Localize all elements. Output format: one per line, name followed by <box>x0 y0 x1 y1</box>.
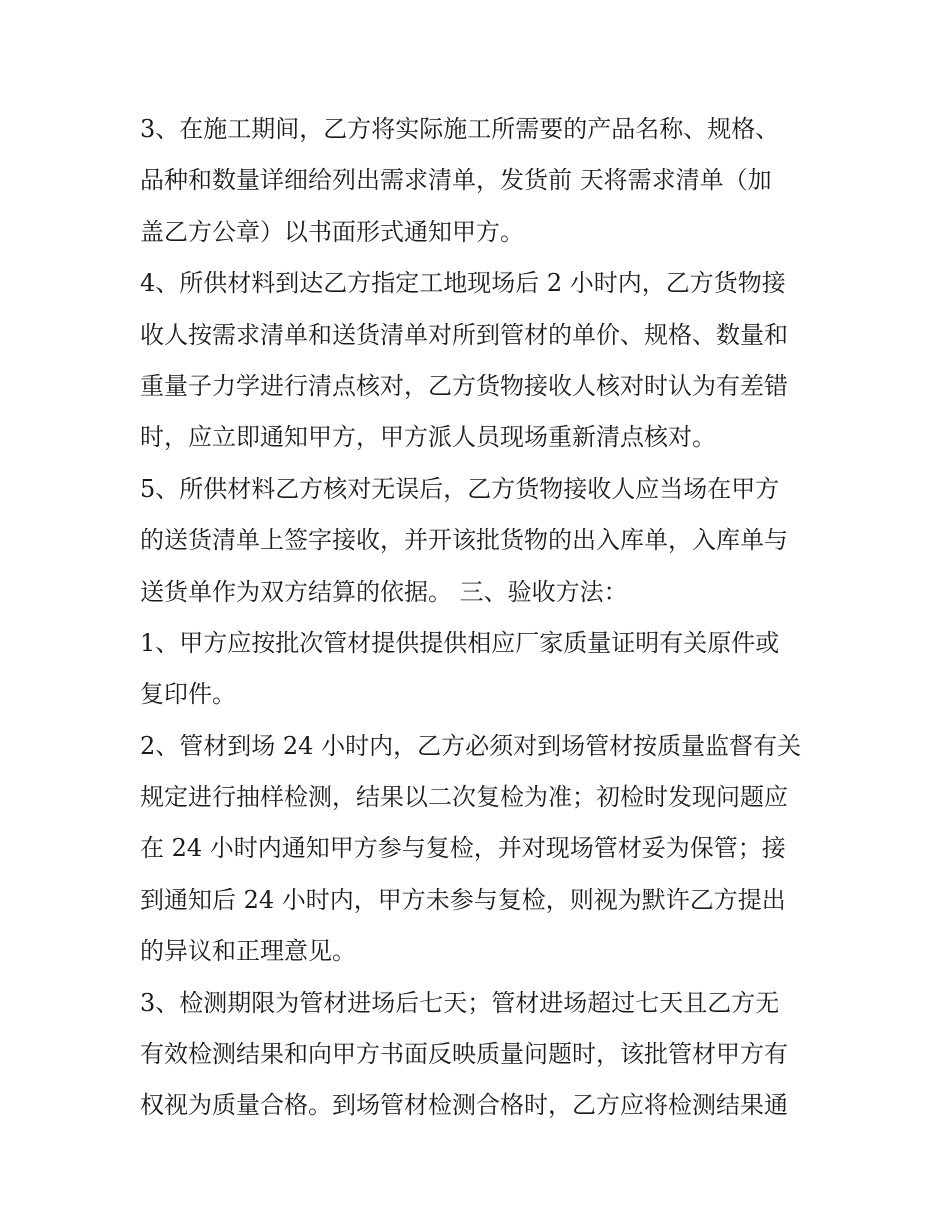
text-line: 重量子力学进行清点核对，乙方货物接收人核对时认为有差错 <box>140 371 788 400</box>
paragraph-4-material-arrival <box>140 258 820 464</box>
text-line: 3、检测期限为管材进场后七天；管材进场超过七天且乙方无 <box>140 988 780 1017</box>
text-line: 收人按需求清单和送货清单对所到管材的单价、规格、数量和 <box>140 320 788 349</box>
paragraph-1-quality-certificate <box>140 618 820 721</box>
text-line: 的送货清单上签字接收，并开该批货物的出入库单，入库单与 <box>140 526 788 555</box>
text-line: 品种和数量详细给列出需求清单，发货前 天将需求清单（加 <box>140 166 772 195</box>
text-line: 到通知后 24 小时内，甲方未参与复检，则视为默许乙方提出 <box>140 885 786 914</box>
text-line: 3、在施工期间，乙方将实际施工所需要的产品名称、规格、 <box>140 115 780 143</box>
text-line: 2、管材到场 24 小时内，乙方必须对到场管材按质量监督有关 <box>140 731 802 760</box>
document-body <box>140 104 820 1132</box>
text-line: 有效检测结果和向甲方书面反映质量问题时，该批管材甲方有 <box>140 1040 788 1069</box>
text-line: 权视为质量合格。到场管材检测合格时，乙方应将检测结果通 <box>140 1091 788 1120</box>
text-line: 1、甲方应按批次管材提供提供相应厂家质量证明有关原件或 <box>140 628 780 657</box>
paragraph-3-inspection-period <box>140 978 820 1132</box>
text-line: 送货单作为双方结算的依据。 三、验收方法： <box>140 577 628 606</box>
text-line: 盖乙方公章）以书面形式通知甲方。 <box>140 217 524 246</box>
paragraph-2-sampling-inspection <box>140 721 820 978</box>
paragraph-5-receipt-signing <box>140 464 820 618</box>
text-line: 4、所供材料到达乙方指定工地现场后 2 小时内，乙方货物接 <box>140 269 786 298</box>
text-line: 的异议和正理意见。 <box>140 937 356 966</box>
text-line: 时，应立即通知甲方，甲方派人员现场重新清点核对。 <box>140 423 716 452</box>
paragraph-3-construction-period <box>140 104 820 258</box>
text-line: 规定进行抽样检测，结果以二次复检为准；初检时发现问题应 <box>140 783 788 812</box>
text-line: 5、所供材料乙方核对无误后，乙方货物接收人应当场在甲方 <box>140 474 780 503</box>
text-line: 复印件。 <box>140 680 236 709</box>
text-line: 在 24 小时内通知甲方参与复检，并对现场管材妥为保管；接 <box>140 834 786 863</box>
